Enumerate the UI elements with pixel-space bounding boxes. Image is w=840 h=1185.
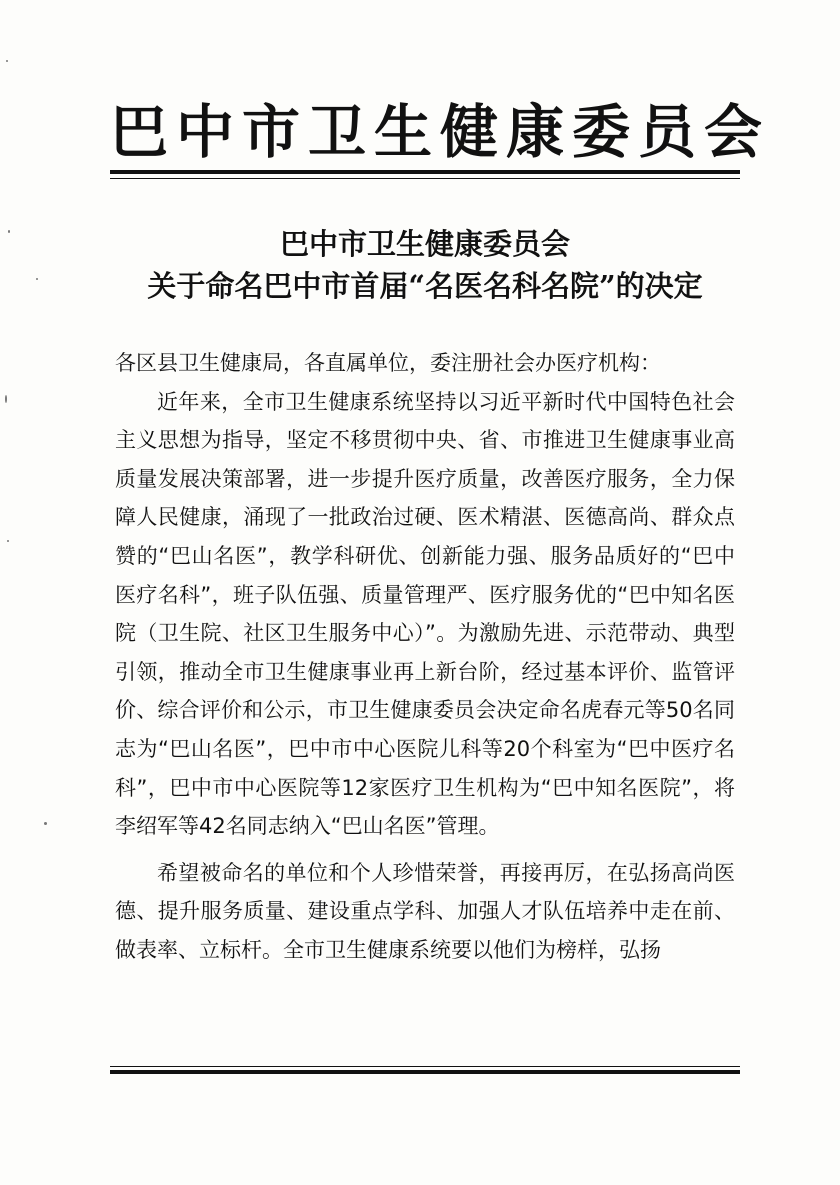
document-title-line1: 巴中市卫生健康委员会 (279, 227, 570, 261)
paragraph-2: 希望被命名的单位和个人珍惜荣誉，再接再厉，在弘扬高尚医德、提升服务质量、建设重点学科、加强人才队伍培养中走在前、做表率、立标杆。全市卫生健康系统要以他们为榜样，弘扬 (115, 860, 735, 962)
scan-speck (5, 395, 7, 403)
scan-speck (36, 278, 38, 280)
letterhead-rule-thick (110, 170, 740, 174)
footer-rule-thin (110, 1066, 740, 1067)
scan-speck (44, 822, 47, 825)
scan-speck (7, 540, 9, 542)
salutation: 各区县卫生健康局，各直属单位，委注册社会办医疗机构： (115, 351, 661, 375)
scan-speck (6, 60, 8, 62)
footer-rule-thick (110, 1070, 740, 1074)
paragraph-1: 近年来，全市卫生健康系统坚持以习近平新时代中国特色社会主义思想为指导，坚定不移贯彻中央、省、市推进卫生健康事业高质量发展决策部署，进一步提升医疗质量，改善医疗服务，全力保障人民健康，涌现了一批政治过硬、医术精湛、医德高尚、群众点赞的“巴山名医”，教学科研优、创新能力强、服务品质好的“巴中医疗名科”，班子队伍强、质量管理严、医疗服务优的“巴中知名医院（卫生院、社区卫生服务中心）”。为激励先进、示范带动、典型引领，推动全市卫生健康事业再上新台阶，经过基本评价、监管评价、综合评价和公示，市卫生健康委员会决定命名虎春元等50名同志为“巴山名医”，巴中市中心医院儿科等20个科室为“巴中医疗名科”，巴中市中心医院等12家医疗卫生机构为“巴中知名医院”，将李绍军等42名同志纳入“巴山名医”管理。 (115, 389, 735, 839)
scan-speck (8, 230, 10, 233)
document-title-line2: 关于命名巴中市首届“名医名科名院”的决定 (147, 269, 703, 303)
letterhead-rule-thin (110, 178, 740, 179)
document-body (115, 344, 735, 970)
letterhead-org-name: 巴中市卫生健康委员会 (110, 98, 771, 166)
